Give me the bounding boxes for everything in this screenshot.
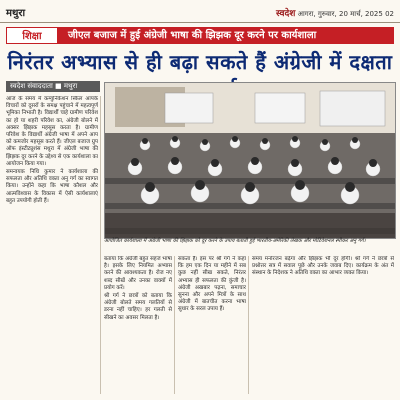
article-column-2 <box>104 256 172 394</box>
publication-info <box>276 6 394 19</box>
paragraph: समन्वयक निधि कुमार ने कार्यशाला की सफलता और अतिथि वक्ता अनु गर्ग का स्वागत किया। उन्होंने कहा कि भाषा कौशल और आत्मविश्वास के विकास में ऐसी कार्यशालाएं बहुत उपयोगी होती हैं। <box>6 169 98 204</box>
location-label: मथुरा <box>6 8 26 19</box>
section-banner <box>6 27 394 44</box>
article-column-3 <box>178 256 246 394</box>
subheadline: जीएल बजाज में हुई अंग्रेजी भाषा की झिझक दूर करने पर कार्यशाला <box>68 30 317 41</box>
event-photo <box>104 82 396 239</box>
seminar-hall-image <box>105 83 395 238</box>
paragraph: सकता है। इस पर श्री गर्ग ने कहा कि हम एक दिन या महीने में सब कुछ नहीं सीख सकते, निरंतर अभ्यास ही सफलता की कुंजी है। अंग्रेजी अखबार पढ़ना, समाचार सुनना और अपने मित्रों के साथ अंग्रेजी में बातचीत करना भाषा सुधार के सरल उपाय हैं। <box>178 256 246 313</box>
page-number: 02 <box>385 10 394 18</box>
byline: स्वदेश संवाददाता ■ मथुरा <box>6 81 100 92</box>
section-tag: शिक्षा <box>6 27 58 44</box>
column-divider <box>248 256 249 394</box>
column-divider <box>100 96 101 394</box>
article-column-1 <box>6 96 98 394</box>
paragraph: श्री गर्ग ने छात्रों को बताया कि अंग्रेजी बोलते समय गलतियों से डरना नहीं चाहिए। हर गलती से सीखने का अवसर मिलता है। <box>104 293 172 321</box>
headline: निरंतर अभ्यास से ही बढ़ा सकते हैं अंग्रेजी में दक्षता <box>7 50 393 74</box>
photo-caption: आयोजित कार्यशाला में अंग्रेजी भाषा की झिझक को दूर करने के उपाय बताती हुई भारतीय-अमेरिकी लेखक और मोटिवेशनल स्पीकर अनु गर्ग। <box>104 238 366 244</box>
publication-name: स्वदेश <box>275 9 296 19</box>
column-divider <box>174 256 175 394</box>
page-header <box>0 0 400 23</box>
dateline: आगरा, गुरुवार, 20 मार्च, 2025 <box>297 10 383 18</box>
paragraph: आज के समय में कम्युनिकेशन स्किल आपके विचारों को दूसरों के समक्ष पहुंचाने में महत्वपूर्ण भूमिका निभाती है। विद्यार्थी चाहे ग्रामीण परिवेश का हो या शहरी परिवेश का, अंग्रेजी बोलने में अक्सर झिझक महसूस करता है। ग्रामीण परिवेश के विद्यार्थी अंग्रेजी भाषा में अपने आप को कमजोर महसूस करते हैं। जीएल बजाज ग्रुप ऑफ इंस्टीट्यूशंस मथुरा में अंग्रेजी भाषा की झिझक दूर करने के उद्देश्य से एक कार्यशाला का आयोजन किया गया। <box>6 96 98 167</box>
paragraph: समय मनोरंजन बढ़ेगा और झिझक भी दूर होगी। श्री गर्ग ने छात्रों से प्रश्नोत्तर सत्र में सवाल पूछे और उनके जवाब दिए। कार्यक्रम के अंत में संस्थान के निदेशक ने अतिथि वक्ता का आभार व्यक्त किया। <box>252 256 394 277</box>
article-column-4 <box>252 256 394 394</box>
paragraph: बताया कि अंग्रेजी बहुत सहज भाषा है। इसके लिए नियमित अभ्यास करने की आवश्यकता है। रोज नए शब्द सीखें और उनका वाक्यों में प्रयोग करें। <box>104 256 172 291</box>
